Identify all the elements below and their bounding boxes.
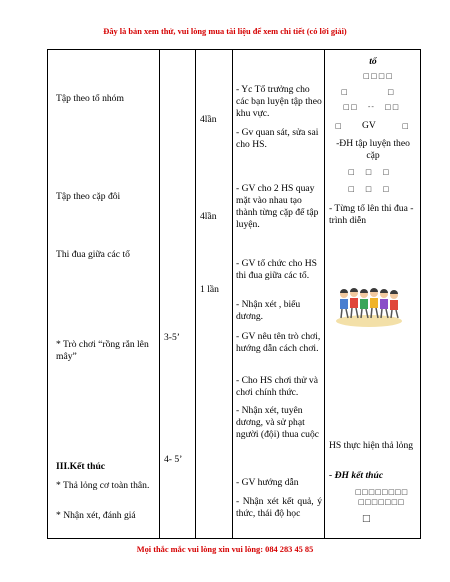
activity-game: * Trò chơi “rồng rắn lên mây” [56, 339, 149, 362]
table-border-bottom [47, 538, 420, 539]
student-activity: HS thực hiện thả lỏng [329, 440, 414, 451]
teacher-activity: - GV hướng dẫn [236, 477, 299, 488]
contact-banner: Mọi thắc mắc vui lòng xin vui lòng: 084 283 45 85 [136, 545, 314, 554]
preview-banner: Đây là bản xem thử, vui lòng mua tài liệu để xem chi tiết (có lời giải) [103, 27, 347, 36]
student-symbol-left: □ [335, 122, 343, 130]
table-border-left [47, 49, 48, 539]
column-divider [195, 49, 196, 539]
teacher-activity: - Yc Tổ trưởng cho các bạn luyện tập theo khu vực. [236, 84, 322, 119]
student-symbol-row: □ □ [341, 88, 395, 96]
column-divider [159, 49, 160, 539]
repetition-count: 4lần [200, 211, 217, 222]
time-duration: 4- 5’ [164, 454, 183, 465]
table-border-top [47, 49, 420, 50]
repetition-count: 4lần [200, 114, 217, 125]
table-border-right [420, 49, 421, 539]
student-symbol-row: □□□□ [363, 72, 394, 80]
repetition-count: 1 lần [200, 284, 219, 295]
teacher-activity: - Gv quan sát, sửa sai cho HS. [236, 127, 319, 150]
student-symbol-row: □ □ □ [348, 185, 391, 193]
activity-pair-practice: Tập theo cặp đôi [56, 191, 121, 202]
children-playing-illustration [335, 285, 403, 327]
student-activity: - Từng tổ lên thi đua - trình diễn [329, 203, 414, 226]
student-symbol-row: □ □ □ [348, 168, 391, 176]
student-symbol-row: □□□□□□□□ [355, 488, 408, 496]
student-symbol-right: □ [402, 122, 410, 130]
formation-description: - ĐH kết thúc [329, 470, 384, 481]
activity-team-competition: Thi đua giữa các tổ [56, 249, 130, 260]
student-symbol-row: □□ -- □□ [343, 103, 400, 111]
teacher-position-label: GV [362, 120, 376, 131]
time-duration: 3-5’ [164, 332, 180, 343]
column-divider [232, 49, 233, 539]
student-symbol-row: □□□□□□□ [358, 498, 405, 506]
activity-relax: * Thả lỏng cơ toàn thân. [56, 480, 150, 491]
formation-description: -ĐH tập luyện theo cặp [336, 138, 410, 161]
teacher-activity: - GV nêu tên trò chơi, hướng dẫn cách chơi. [236, 331, 321, 354]
teacher-activity: - Nhận xét kết quả, ý thức, thái độ học [236, 496, 322, 519]
teacher-activity: - GV tổ chức cho HS thi đua giữa các tổ. [236, 258, 317, 281]
formation-heading: tổ [369, 56, 377, 67]
activity-group-practice: Tập theo tổ nhóm [56, 93, 124, 104]
section-heading: III.Kết thúc [56, 461, 106, 472]
teacher-activity: - Nhận xét, tuyên dương, và sử phạt người (đội) thua cuộc [236, 405, 320, 440]
teacher-activity: - Cho HS chơi thử và chơi chính thức. [236, 375, 318, 398]
teacher-activity: - GV cho 2 HS quay mặt vào nhau tạo thành từng cặp để tập luyện. [236, 183, 319, 230]
activity-evaluation: * Nhận xét, đánh giá [56, 510, 136, 521]
teacher-activity: - Nhận xét , biểu dương. [236, 299, 301, 322]
column-divider [324, 49, 325, 539]
teacher-symbol: □ [362, 514, 372, 524]
